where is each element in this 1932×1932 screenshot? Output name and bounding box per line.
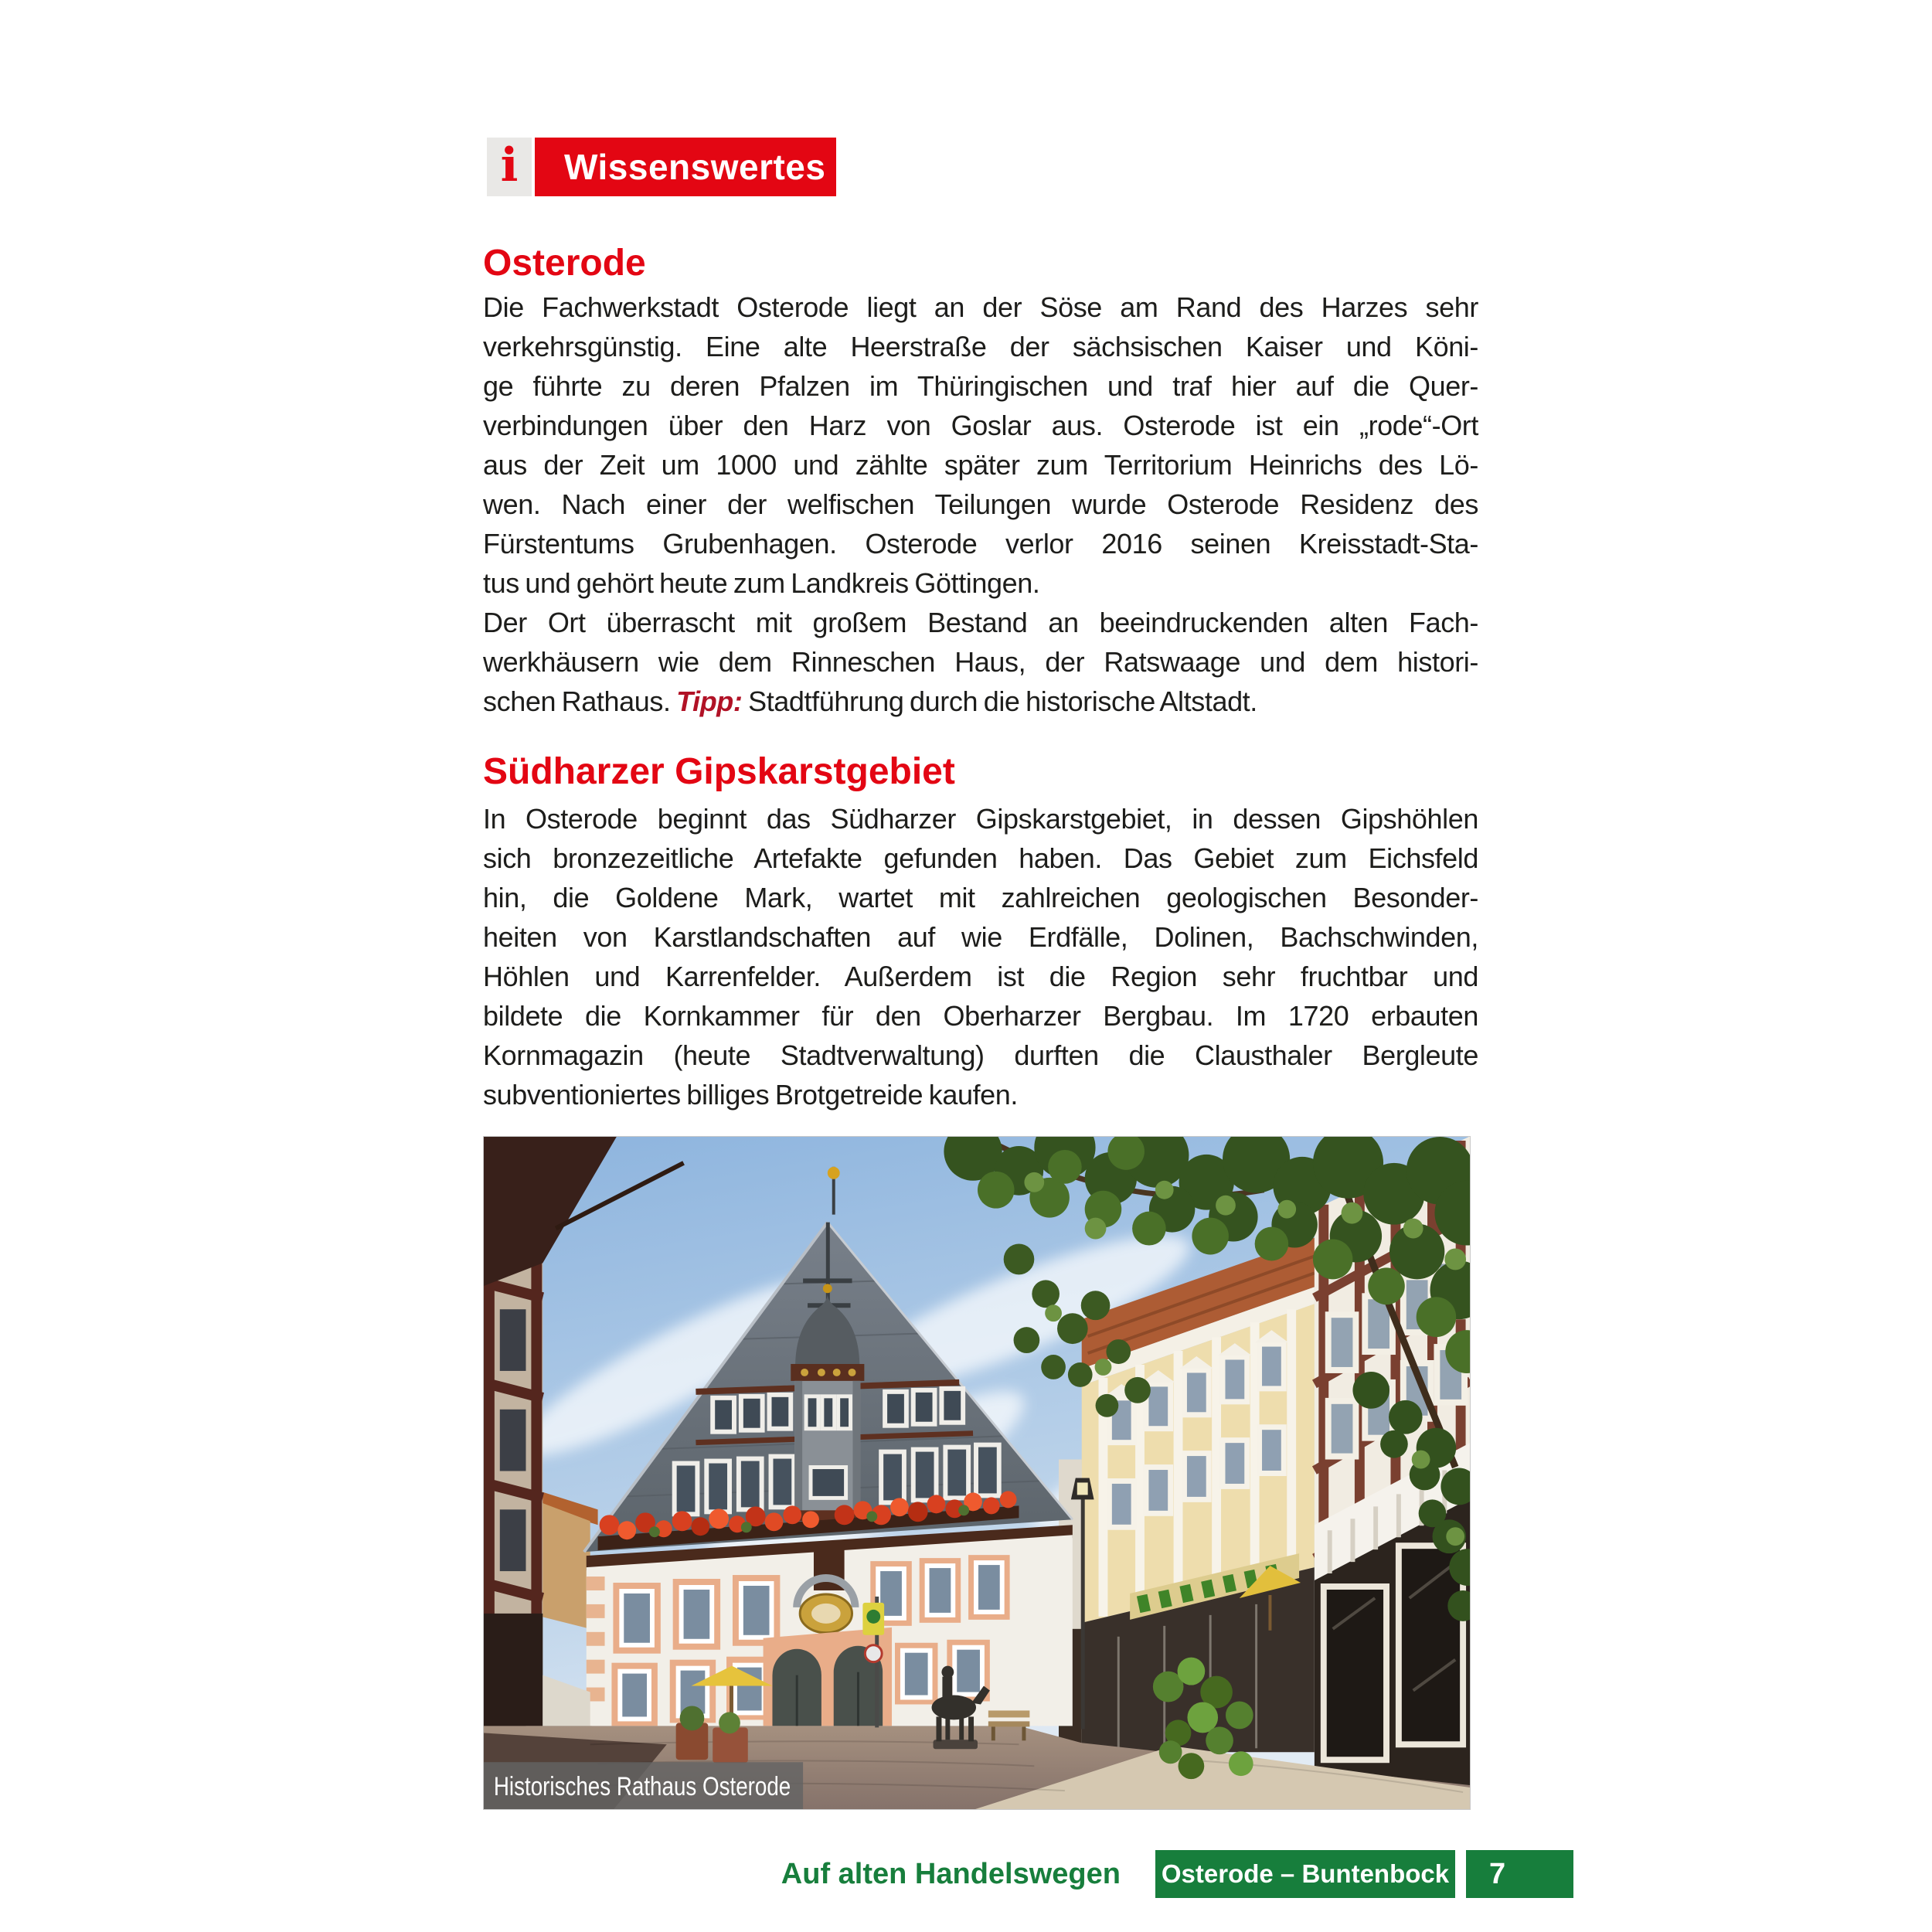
text-line: verkehrsgünstig. Eine alte Heerstraße der sächsischen Kaiser und Köni- [483,331,1478,362]
portal [764,1628,892,1726]
text-line: schen Rathaus. Tipp: Stadtführung durch die historische Altstadt. [483,685,1257,717]
footer-series-label: Auf alten Handelswegen [781,1857,1121,1890]
text-line: tus und gehört heute zum Landkreis Göttingen. [483,567,1040,599]
section-heading-osterode: Osterode [483,243,646,284]
gold-finial [828,1167,840,1179]
text-line: Fürstentums Grubenhagen. Osterode verlor 2016 seinen Kreisstadt-Sta- [483,528,1478,560]
info-icon [487,138,532,196]
text-line: heiten von Karstlandschaften auf wie Erdfälle, Dolinen, Bachschwinden, [483,921,1478,953]
paragraph-osterode-2 [483,603,1478,721]
text-line: Höhlen und Karrenfelder. Außerdem ist die Region sehr fruchtbar und [483,961,1478,992]
text-line: ge führte zu deren Pfalzen im Thüringischen und traf hier auf die Quer- [483,370,1478,402]
text-line: wen. Nach einer der welfischen Teilungen wurde Osterode Residenz des [483,488,1478,520]
text-line: werkhäusern wie dem Rinneschen Haus, der Ratswaage und dem histori- [483,646,1478,678]
photo-illustration [483,1136,1471,1810]
info-icon-glyph: i [500,138,519,192]
text-line: aus der Zeit um 1000 und zählte später zum Territorium Heinrichs des Lö- [483,449,1478,481]
info-badge-label: Wissenswertes [535,138,836,196]
text-line: bildete die Kornkammer für den Oberharzer Bergbau. Im 1720 erbauten [483,1000,1478,1032]
footer-route-box: Osterode – Buntenbock [1155,1850,1455,1898]
text-line: sich bronzezeitliche Artefakte gefunden haben. Das Gebiet zum Eichsfeld [483,842,1478,874]
page-footer [0,1850,1573,1898]
text-line: Der Ort überrascht mit großem Bestand an beeindruckenden alten Fach- [483,607,1478,638]
text-line: Kornmagazin (heute Stadtverwaltung) durften die Clausthaler Bergleute [483,1039,1478,1071]
info-badge [487,138,836,196]
page-number: 7 [1466,1850,1573,1898]
text-line: verbindungen über den Harz von Goslar aus. Osterode ist ein „rode“-Ort [483,410,1478,441]
photo-caption: Historisches Rathaus Osterode [493,1771,791,1802]
photo-rathaus-osterode [483,1136,1471,1810]
text-line: Die Fachwerkstadt Osterode liegt an der Söse am Rand des Harzes sehr [483,291,1478,323]
paragraph-osterode-1 [483,287,1478,603]
section-heading-gipskarstgebiet: Südharzer Gipskarstgebiet [483,751,955,792]
text-line: subventioniertes billiges Brotgetreide kaufen. [483,1079,1019,1111]
text-line: hin, die Goldene Mark, wartet mit zahlreichen geologischen Besonder- [483,882,1478,913]
text-line: In Osterode beginnt das Südharzer Gipskarstgebiet, in dessen Gipshöhlen [483,803,1478,835]
paragraph-gipskarstgebiet [483,799,1478,1114]
photo-caption-bar [483,1762,803,1810]
